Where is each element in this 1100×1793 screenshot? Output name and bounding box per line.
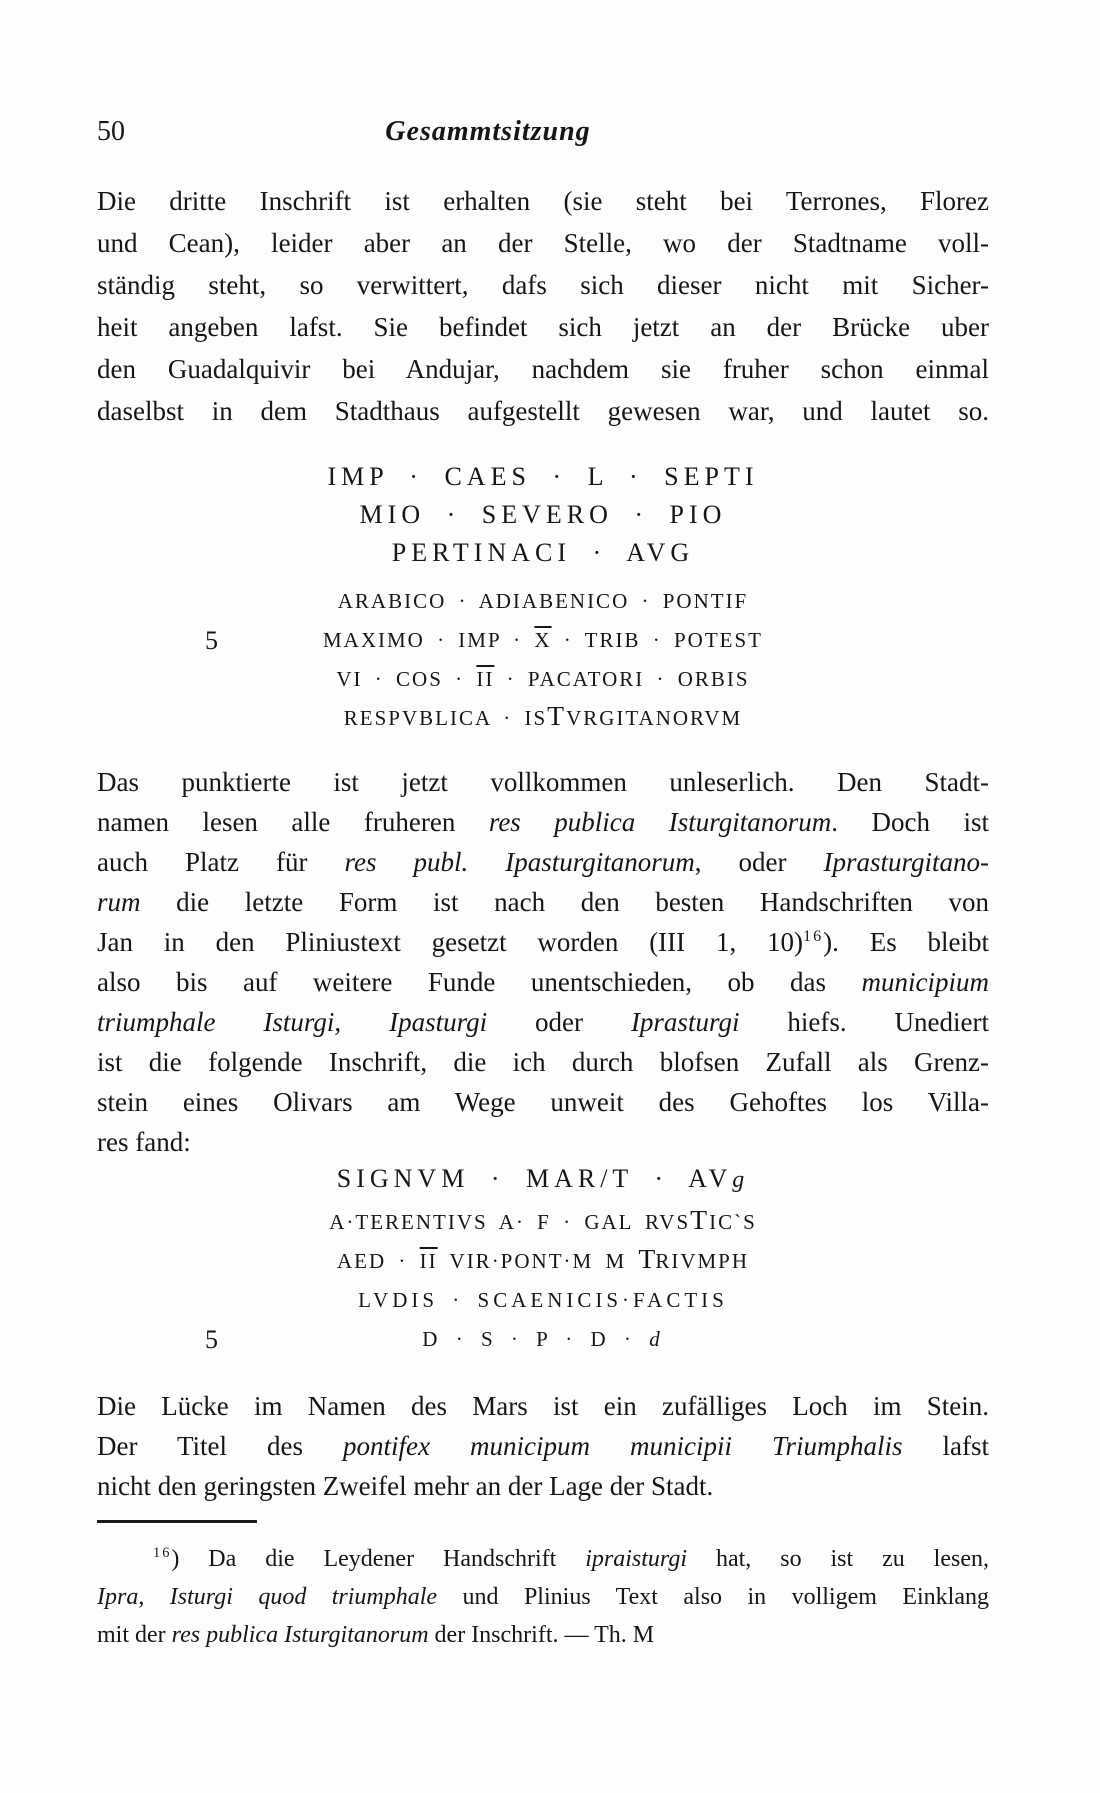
- inscription-line: [97, 1203, 989, 1242]
- text-line: [97, 922, 989, 962]
- text-line: [97, 222, 989, 264]
- text-line: [97, 1466, 989, 1506]
- text-segment: mit der: [97, 1622, 172, 1648]
- text-segment: auch Platz für: [97, 847, 345, 877]
- text-segment: namen lesen alle fruheren: [97, 807, 489, 837]
- text-segment: $\overline{X}$: [534, 628, 552, 652]
- text-segment: IC`S: [709, 1210, 757, 1234]
- text-segment: ) Da die Leydener Handschrift: [171, 1546, 586, 1572]
- text-segment: . Doch ist: [831, 807, 990, 837]
- text-line: [97, 802, 989, 842]
- text-segment: pontifex municipum municipii Triumphalis: [343, 1431, 903, 1461]
- text-segment: und Cean), leider aber an der Stelle, wo der Stadtname voll-: [97, 228, 989, 258]
- text-line: [97, 390, 989, 432]
- text-segment: res publica Isturgitanorum: [488, 807, 832, 837]
- footnote-separator-rule: [97, 1520, 257, 1523]
- inscription-line: [97, 458, 989, 496]
- text-segment: municipium: [861, 967, 989, 997]
- page-header: [97, 116, 989, 156]
- text-segment: ARABICO · ADIABENICO · PONTIF: [337, 589, 749, 613]
- text-line: [97, 1426, 989, 1466]
- text-segment: die letzte Form ist nach den besten Handschriften von: [140, 887, 989, 917]
- paragraph-3: [97, 1386, 989, 1506]
- text-segment: hat, so ist zu lesen,: [687, 1546, 989, 1572]
- text-segment: VIR·PONT·M M: [437, 1249, 639, 1273]
- inscription-line: [97, 534, 989, 572]
- text-segment: T: [690, 1204, 710, 1235]
- text-segment: MIO · SEVERO · PIO: [359, 500, 727, 529]
- inscription-line-number: 5: [205, 626, 218, 655]
- text-segment: IMP · CAES · L · SEPTI: [327, 462, 759, 491]
- text-segment: also bis auf weitere Funde unentschieden, ob das: [97, 967, 862, 997]
- text-segment: RESPVBLICA · IS: [343, 706, 548, 730]
- footnote: [97, 1540, 989, 1654]
- paragraph-2: [97, 762, 989, 1162]
- text-segment: T: [547, 700, 567, 731]
- text-line: [97, 762, 989, 802]
- text-line: [97, 1042, 989, 1082]
- text-segment: ständig steht, so verwittert, dafs sich dieser nicht mit Sicher-: [97, 270, 989, 300]
- page-number: 50: [97, 116, 125, 147]
- text-line: [97, 882, 989, 922]
- text-segment: daselbst in dem Stadthaus aufgestellt gewesen war, und lautet so.: [97, 396, 989, 426]
- text-line: [97, 962, 989, 1002]
- text-segment: und Plinius Text also in volligem Einklang: [437, 1584, 989, 1610]
- text-segment: T: [638, 1243, 658, 1274]
- latin-inscription-1: [97, 458, 1099, 738]
- text-segment: nicht den geringsten Zweifel mehr an der Lage der Stadt.: [97, 1471, 714, 1501]
- text-segment: AED ·: [337, 1249, 420, 1273]
- text-segment: MAXIMO · IMP ·: [322, 628, 535, 652]
- inscription-line: [97, 582, 989, 621]
- text-segment: res publica Isturgitanorum: [171, 1622, 429, 1648]
- text-segment: ipraisturgi: [585, 1546, 688, 1572]
- text-segment: Das punktierte ist jetzt vollkommen unleserlich. Den Stadt-: [97, 767, 989, 797]
- footnote-line: [97, 1540, 989, 1578]
- text-segment: LVDIS · SCAENICIS·FACTIS: [358, 1288, 728, 1312]
- inscription-line: [97, 699, 989, 738]
- inscription-line: [97, 1242, 989, 1281]
- inscription-line: [97, 660, 989, 699]
- text-segment: VI · COS ·: [336, 667, 477, 691]
- text-segment: Iprasturgi: [630, 1007, 740, 1037]
- text-line: [97, 842, 989, 882]
- text-segment: , oder: [694, 847, 824, 877]
- text-segment: ). Es bleibt: [823, 927, 989, 957]
- latin-inscription-2: [97, 1160, 1039, 1359]
- text-segment: rum: [97, 887, 141, 917]
- text-segment: Jan in den Pliniustext gesetzt worden (III 1, 10): [97, 927, 803, 957]
- text-segment: · PACATORI · ORBIS: [494, 667, 750, 691]
- text-segment: oder: [487, 1007, 631, 1037]
- text-segment: der Inschrift. — Th. M: [428, 1622, 655, 1648]
- text-segment: hiefs. Unediert: [739, 1007, 989, 1037]
- text-segment: PERTINACI · AVG: [391, 538, 695, 567]
- text-segment: A·TERENTIVS A· F · GAL RVS: [329, 1210, 691, 1234]
- footnote-line: [97, 1616, 989, 1654]
- footnote-reference: 16: [153, 1545, 172, 1561]
- inscription-line: [97, 1281, 989, 1320]
- text-segment: RIVMPH: [655, 1249, 749, 1273]
- text-segment: res fand:: [97, 1127, 191, 1157]
- inscription-line: [97, 621, 989, 660]
- text-segment: Iprasturgitano-: [823, 847, 990, 877]
- inscription-line: [97, 1160, 989, 1199]
- text-line: [97, 1082, 989, 1122]
- inscription-line-number: 5: [205, 1325, 218, 1354]
- text-segment: ist die folgende Inschrift, die ich durch blofsen Zufall als Grenz-: [97, 1047, 989, 1077]
- text-segment: den Guadalquivir bei Andujar, nachdem sie fruher schon einmal: [97, 354, 989, 384]
- text-segment: Die dritte Inschrift ist erhalten (sie steht bei Terrones, Florez: [97, 186, 989, 216]
- text-line: [97, 1002, 989, 1042]
- text-line: [97, 264, 989, 306]
- text-segment: Die Lücke im Namen des Mars ist ein zufälliges Loch im Stein.: [97, 1391, 989, 1421]
- footnote-reference: 16: [802, 927, 824, 945]
- header-title: Gesammtsitzung: [385, 116, 591, 147]
- text-line: [97, 1122, 989, 1162]
- text-segment: res publ. Ipasturgitanorum: [344, 847, 695, 877]
- text-segment: D · S · P · D ·: [422, 1327, 650, 1351]
- text-segment: triumphale Isturgi, Ipasturgi: [97, 1007, 488, 1037]
- inscription-line: [97, 1320, 989, 1359]
- text-segment: g: [732, 1167, 750, 1193]
- inscription-line: [97, 496, 989, 534]
- text-line: [97, 1386, 989, 1426]
- text-segment: d: [649, 1327, 664, 1351]
- text-segment: $\overline{II}$: [476, 667, 495, 691]
- text-line: [97, 180, 989, 222]
- text-segment: VRGITANORVM: [566, 706, 743, 730]
- text-segment: · TRIB · POTEST: [551, 628, 763, 652]
- text-segment: $\overline{II}$: [419, 1249, 438, 1273]
- text-line: [97, 348, 989, 390]
- text-segment: SIGNVM · MAR/T · AV: [336, 1164, 733, 1193]
- text-segment: lafst: [902, 1431, 989, 1461]
- paragraph-1: [97, 180, 989, 432]
- text-segment: Ipra, Isturgi quod triumphale: [97, 1584, 438, 1610]
- text-line: [97, 306, 989, 348]
- text-segment: heit angeben lafst. Sie befindet sich jetzt an der Brücke uber: [97, 312, 989, 342]
- text-segment: Der Titel des: [97, 1431, 344, 1461]
- text-segment: stein eines Olivars am Wege unweit des Gehoftes los Villa-: [97, 1087, 989, 1117]
- footnote-line: [97, 1578, 989, 1616]
